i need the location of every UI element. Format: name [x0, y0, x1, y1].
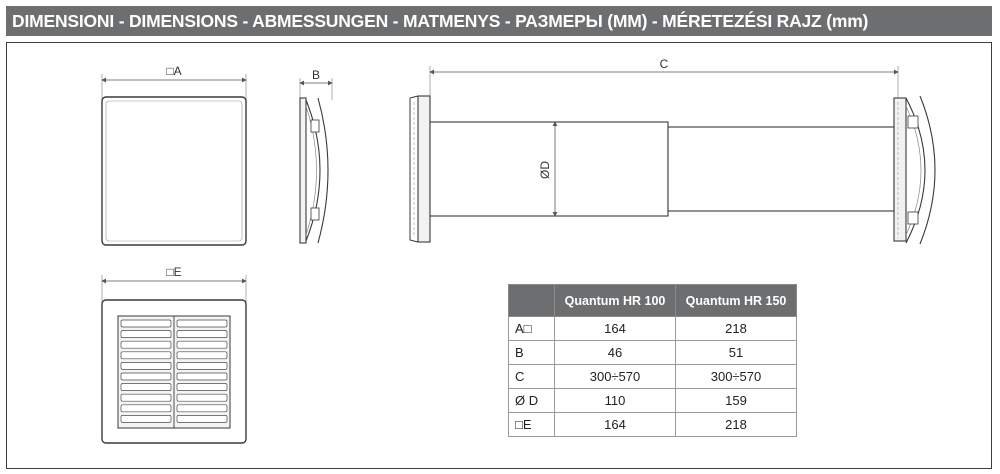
grille-louvre	[177, 320, 227, 327]
table-header-row	[509, 285, 797, 317]
table-row	[509, 341, 797, 365]
table-row	[509, 413, 797, 437]
grille-louvre	[177, 373, 227, 380]
grille-louvre	[177, 341, 227, 348]
row-label: A□	[509, 317, 555, 341]
grille-louvre	[121, 373, 171, 380]
grille-front-view	[102, 275, 246, 443]
grille-louvre	[177, 394, 227, 401]
grille-louvre	[177, 362, 227, 369]
table-row	[509, 317, 797, 341]
grille-louvre	[177, 405, 227, 412]
grille-louvre	[121, 415, 171, 422]
grille-louvre	[121, 394, 171, 401]
row-label: □E	[509, 413, 555, 437]
grille-louvre	[177, 384, 227, 391]
grille-louvre	[121, 405, 171, 412]
grille-louvre	[121, 352, 171, 359]
grille-louvre	[177, 352, 227, 359]
value-hr100: 110	[555, 389, 676, 413]
value-hr150: 51	[676, 341, 797, 365]
value-hr100: 300÷570	[555, 365, 676, 389]
grille-louvre	[121, 384, 171, 391]
row-label: B	[509, 341, 555, 365]
column-header-hr150: Quantum HR 150	[676, 285, 797, 317]
dimension-a-label: □A	[166, 64, 182, 78]
column-header-hr100: Quantum HR 100	[555, 285, 676, 317]
row-label: C	[509, 365, 555, 389]
value-hr150: 218	[676, 413, 797, 437]
assembly-side-view	[410, 66, 935, 244]
grille-louvre	[177, 415, 227, 422]
table-row	[509, 389, 797, 413]
table-row	[509, 365, 797, 389]
grille-louvre	[177, 331, 227, 338]
dimension-table	[508, 284, 797, 437]
dimension-d-label: ØD	[538, 161, 552, 179]
page-title: DIMENSIONI - DIMENSIONS - ABMESSUNGEN - MATMENYS - РАЗМЕРЫ (ММ) - MÉRETEZÉSI RAJZ (mm)	[6, 6, 992, 36]
row-label: Ø D	[509, 389, 555, 413]
value-hr100: 164	[555, 317, 676, 341]
value-hr150: 218	[676, 317, 797, 341]
front-cover-view	[102, 74, 246, 245]
dimension-e-label: □E	[166, 265, 182, 279]
dimension-c-label: C	[659, 57, 669, 71]
dimension-b-label: B	[311, 68, 321, 82]
value-hr150: 159	[676, 389, 797, 413]
value-hr150: 300÷570	[676, 365, 797, 389]
value-hr100: 164	[555, 413, 676, 437]
grille-louvre	[121, 331, 171, 338]
grille-louvre	[121, 341, 171, 348]
side-view	[300, 78, 332, 243]
grille-louvre	[121, 362, 171, 369]
value-hr100: 46	[555, 341, 676, 365]
table-corner-header	[509, 285, 555, 317]
grille-louvre	[121, 320, 171, 327]
